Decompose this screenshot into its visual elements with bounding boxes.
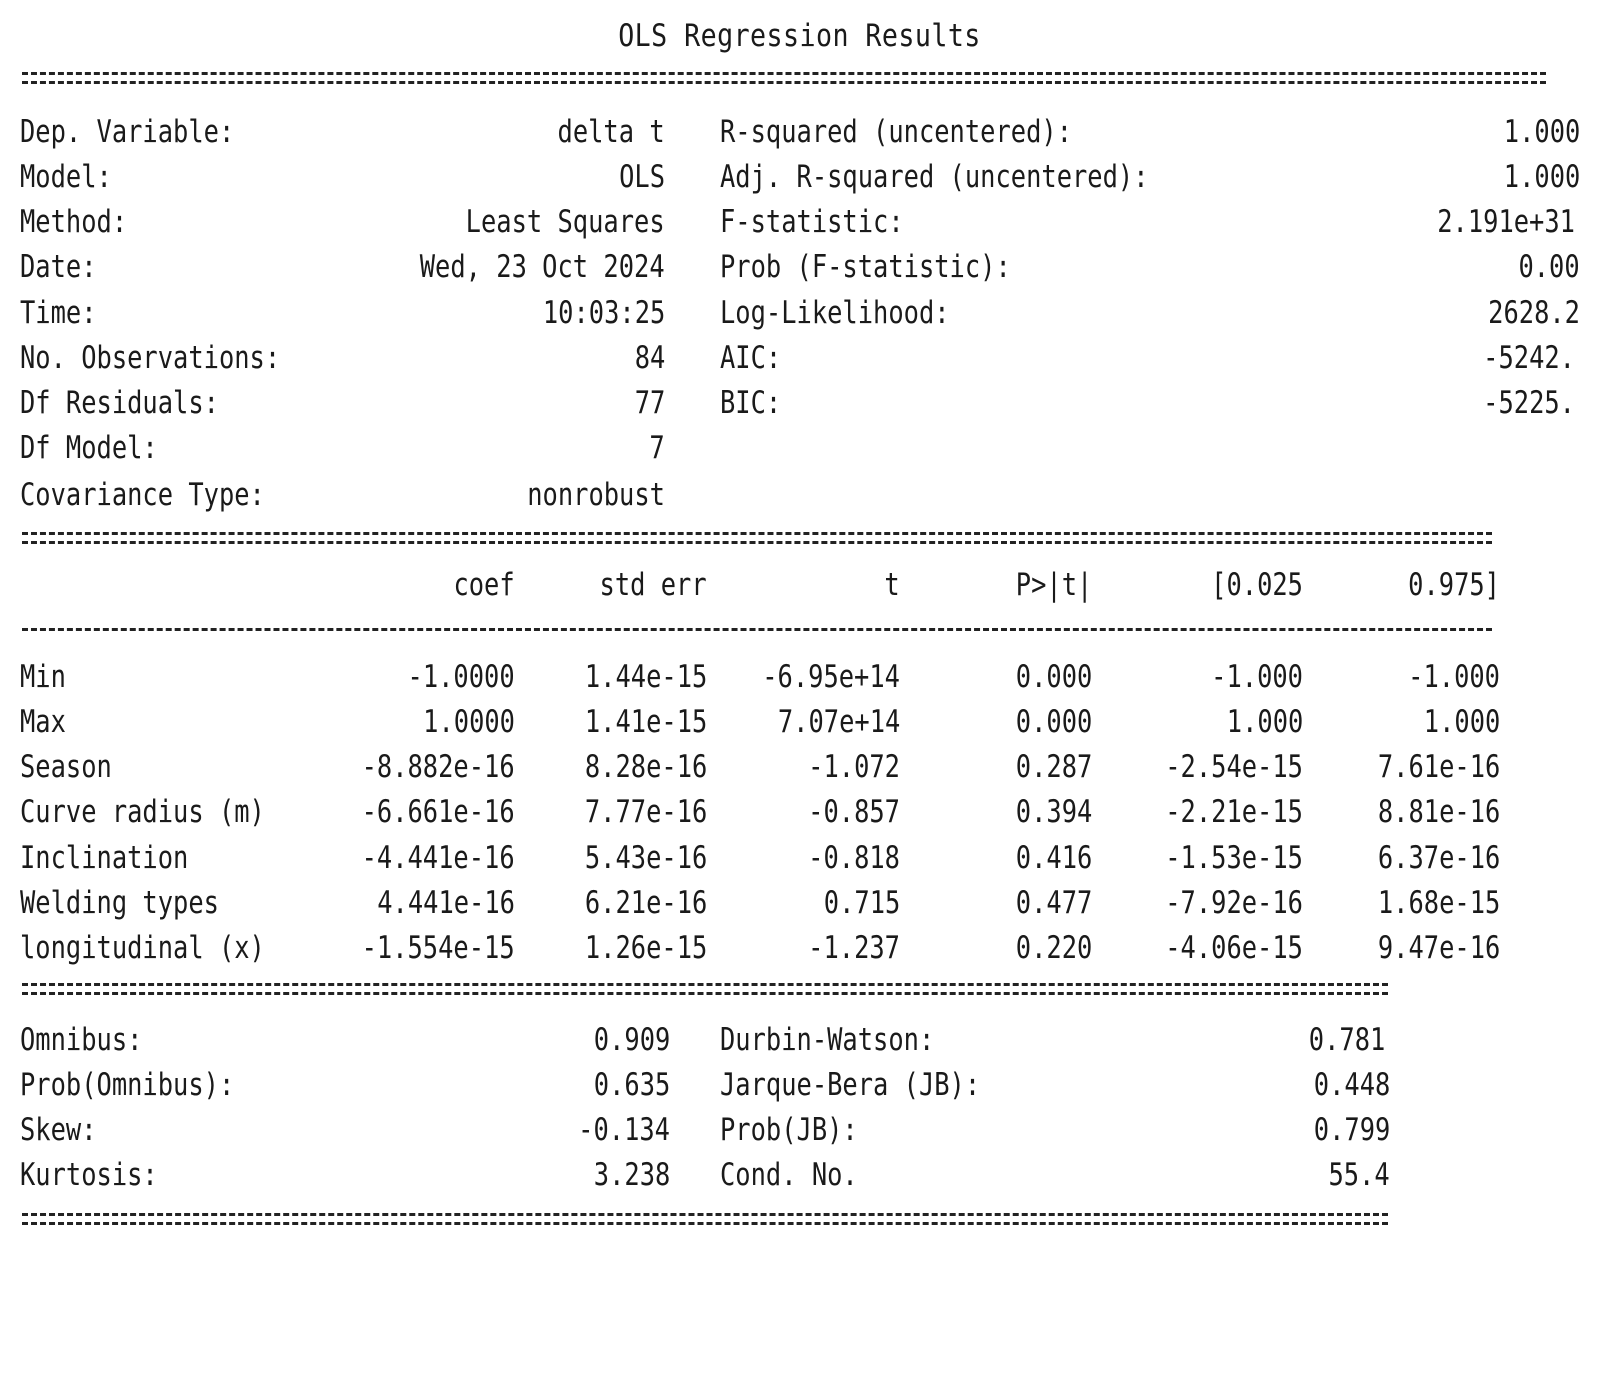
separator-top [22,72,1546,84]
ci-lower-value: -1.000 [1211,659,1303,695]
diagnostic-value: 0.781 [1308,1022,1385,1058]
variable-name: Welding types [20,885,219,921]
summary-row [20,293,1580,333]
summary-value: 84 [634,340,665,376]
header-t: t [884,567,900,603]
separator-coef-top [22,532,1492,544]
diagnostic-label: Durbin-Watson: [720,1022,935,1058]
diagnostic-value: 3.238 [593,1157,670,1193]
ci-upper-value: 6.37e-16 [1377,840,1500,876]
diagnostic-value: -0.134 [578,1112,670,1148]
diagnostics-row [20,1065,1390,1105]
diagnostic-value: 0.635 [593,1067,670,1103]
std-err-value: 7.77e-16 [584,794,707,830]
ci-lower-value: -2.54e-15 [1165,749,1303,785]
ci-upper-value: 7.61e-16 [1377,749,1500,785]
diagnostic-label: Prob(JB): [720,1112,858,1148]
separator-bottom [22,1213,1388,1225]
variable-name: Curve radius (m) [20,794,265,830]
ci-lower-value: -1.53e-15 [1165,840,1303,876]
t-value: 7.07e+14 [777,704,900,740]
summary-value: 7 [649,430,665,466]
summary-label: Covariance Type: [20,477,265,513]
summary-value: 1.000 [1503,159,1580,195]
table-row [20,657,1500,697]
table-row [20,792,1500,832]
summary-value: 77 [634,385,665,421]
diagnostic-value: 55.4 [1328,1157,1390,1193]
summary-value: nonrobust [527,477,665,513]
ci-lower-value: -4.06e-15 [1165,930,1303,966]
summary-row [20,112,1580,152]
variable-name: Min [20,659,66,695]
diagnostic-label: Kurtosis: [20,1157,158,1193]
table-row [20,747,1500,787]
diagnostics-row [20,1155,1390,1195]
variable-name: longitudinal (x) [20,930,265,966]
p-value: 0.000 [1015,704,1092,740]
results-title: OLS Regression Results [618,18,981,54]
variable-name: Season [20,749,112,785]
std-err-value: 8.28e-16 [584,749,707,785]
table-row [20,883,1500,923]
summary-value: Least Squares [466,204,665,240]
coef-value: -1.0000 [407,659,515,695]
t-value: -1.072 [808,749,900,785]
header-p-value: P>|t| [1015,567,1092,603]
summary-label: Log-Likelihood: [720,295,950,331]
summary-row [20,338,1580,378]
summary-label: Method: [20,204,128,240]
summary-label: No. Observations: [20,340,281,376]
std-err-value: 1.44e-15 [584,659,707,695]
summary-label: Date: [20,249,97,285]
p-value: 0.394 [1015,794,1092,830]
t-value: -0.818 [808,840,900,876]
std-err-value: 6.21e-16 [584,885,707,921]
summary-label: Dep. Variable: [20,114,235,150]
summary-label: Model: [20,159,112,195]
summary-label: R-squared (uncentered): [720,114,1072,150]
variable-name: Inclination [20,840,189,876]
coef-value: 4.441e-16 [377,885,515,921]
coef-value: 1.0000 [423,704,515,740]
summary-label: Prob (F-statistic): [720,249,1011,285]
summary-value: 10:03:25 [542,295,665,331]
diagnostic-label: Prob(Omnibus): [20,1067,235,1103]
summary-label: Df Model: [20,430,158,466]
summary-value: 2.191e+31 [1437,204,1575,240]
summary-label: Df Residuals: [20,385,219,421]
t-value: 0.715 [823,885,900,921]
separator-coef-header [22,628,1492,631]
std-err-value: 1.26e-15 [584,930,707,966]
summary-value: 2628.2 [1488,295,1580,331]
variable-name: Max [20,704,66,740]
summary-value: -5225. [1483,385,1575,421]
table-row [20,928,1500,968]
diagnostic-label: Jarque-Bera (JB): [720,1067,981,1103]
p-value: 0.000 [1015,659,1092,695]
summary-value: 1.000 [1503,114,1580,150]
t-value: -6.95e+14 [762,659,900,695]
header-ci-upper: 0.975] [1408,567,1500,603]
p-value: 0.220 [1015,930,1092,966]
diagnostics-row [20,1110,1390,1150]
summary-label: AIC: [720,340,782,376]
header-std-err: std err [599,567,707,603]
summary-row [20,428,1580,468]
ci-upper-value: 8.81e-16 [1377,794,1500,830]
diagnostic-value: 0.448 [1313,1067,1390,1103]
summary-value: 0.00 [1518,249,1580,285]
summary-label: BIC: [720,385,782,421]
diagnostic-label: Omnibus: [20,1022,143,1058]
p-value: 0.477 [1015,885,1092,921]
header-coef: coef [453,567,515,603]
coef-value: -4.441e-16 [361,840,515,876]
coef-value: -8.882e-16 [361,749,515,785]
ci-upper-value: -1.000 [1408,659,1500,695]
diagnostics-row [20,1020,1390,1060]
table-row [20,838,1500,878]
summary-label: Adj. R-squared (uncentered): [720,159,1149,195]
summary-value: Wed, 23 Oct 2024 [420,249,665,285]
coef-header-row [20,565,1500,605]
diagnostic-value: 0.799 [1313,1112,1390,1148]
diagnostic-label: Cond. No. [720,1157,858,1193]
ci-lower-value: 1.000 [1226,704,1303,740]
header-ci-lower: [0.025 [1211,567,1303,603]
summary-value: -5242. [1483,340,1575,376]
summary-row [20,475,1580,515]
ci-upper-value: 1.68e-15 [1377,885,1500,921]
diagnostic-value: 0.909 [593,1022,670,1058]
summary-row [20,202,1580,242]
ci-upper-value: 9.47e-16 [1377,930,1500,966]
ci-lower-value: -2.21e-15 [1165,794,1303,830]
t-value: -1.237 [808,930,900,966]
coef-value: -1.554e-15 [361,930,515,966]
std-err-value: 5.43e-16 [584,840,707,876]
std-err-value: 1.41e-15 [584,704,707,740]
summary-row [20,157,1580,197]
coef-value: -6.661e-16 [361,794,515,830]
ci-upper-value: 1.000 [1423,704,1500,740]
summary-row [20,383,1580,423]
summary-value: delta t [557,114,665,150]
diagnostic-label: Skew: [20,1112,97,1148]
summary-label: F-statistic: [720,204,904,240]
p-value: 0.287 [1015,749,1092,785]
p-value: 0.416 [1015,840,1092,876]
summary-label: Time: [20,295,97,331]
summary-row [20,247,1580,287]
t-value: -0.857 [808,794,900,830]
table-row [20,702,1500,742]
ci-lower-value: -7.92e-16 [1165,885,1303,921]
summary-value: OLS [619,159,665,195]
separator-diagnostics-top [22,983,1388,995]
